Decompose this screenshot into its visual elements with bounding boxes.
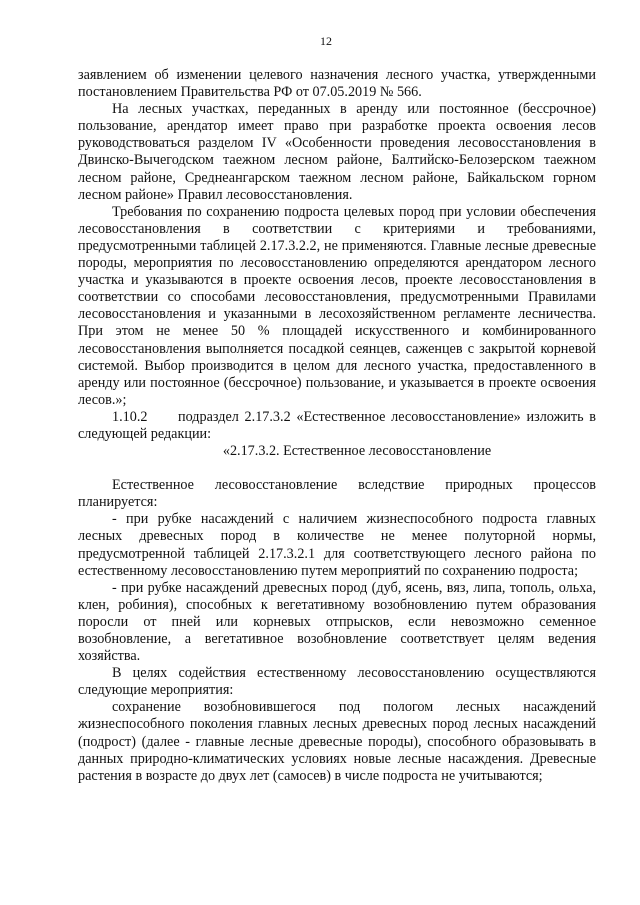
paragraph-undergrowth-requirements: Требования по сохранению подроста целевых пород при условии обеспечения лесовосстановления в соответствии с критериями и требованиями, предусмотренными таблицей 2.17.3.2.2, не применяются. Главные лесные древесные породы, мероприятия по лесовосстановлению определяются арендатором лесного участка и указываются в проекте освоения лесов, проекте лесовосстановления в соответствии со способами лесовосстановления, предусмотренными Правилами лесовосстановления и указанными в лесохозяйственном регламенте лесничества. При этом не менее 50 % площадей искусственного и комбинированного лесовосстановления выполняется посадкой сеянцев, саженцев с закрытой корневой системой. Выбор производится в целом для лесного участка, предоставленного в аренду или постоянное (бессрочное) пользование, и указывается в проекте освоения лесов.»; bbox=[78, 203, 596, 408]
section-title: «2.17.3.2. Естественное лесовосстановление bbox=[222, 443, 492, 460]
paragraph-continuation: заявлением об изменении целевого назначения лесного участка, утвержденными постановлением Правительства РФ от 07.05.2019 № 566. bbox=[78, 67, 596, 101]
paragraph-numbered-item bbox=[78, 409, 596, 443]
list-item-undergrowth: - при рубке насаждений с наличием жизнеспособного подроста главных лесных древесных пород в количестве не менее полуторной нормы, предусмотренной таблицей 2.17.3.2.1 для соответствующего лесного района по естественному лесовосстановлению путем мероприятий по сохранению подроста; bbox=[78, 511, 596, 579]
document-body bbox=[78, 67, 596, 785]
item-text: подраздел 2.17.3.2 «Естественное лесовосстановление» изложить в следующей редакции: bbox=[78, 408, 596, 442]
list-item-vegetative: - при рубке насаждений древесных пород (дуб, ясень, вяз, липа, тополь, ольха, клен, робиния), способных к вегетативному возобновлению путем образования поросли от пней или корневых отпрысков, если невозможно семенное возобновление, а вегетативное возобновление соответствует целям ведения хозяйства. bbox=[78, 579, 596, 665]
blank-line bbox=[78, 460, 596, 477]
paragraph-lease-rights: На лесных участках, переданных в аренду или постоянное (бессрочное) пользование, арендатор имеет право при разработке проекта освоения лесов руководствоваться разделом IV «Особенности проведения лесовосстановления в Двинско-Вычегодском таежном лесном районе, Балтийско-Белозерском таежном лесном районе, Среднеангарском таежном лесном районе, Байкальском горном лесном районе» Правил лесовосстановления. bbox=[78, 101, 596, 203]
page-number: 12 bbox=[320, 34, 332, 48]
item-number: 1.10.2 bbox=[112, 408, 148, 425]
paragraph-natural-regeneration: Естественное лесовосстановление вследствие природных процессов планируется: bbox=[78, 477, 596, 511]
paragraph-measures: В целях содействия естественному лесовосстановлению осуществляются следующие мероприятия: bbox=[78, 665, 596, 699]
paragraph-preservation: сохранение возобновившегося под пологом лесных насаждений жизнеспособного поколения главных лесных древесных пород лесных насаждений (подрост) (далее - главные лесные древесные породы), способного образовывать в данных природно-климатических условиях новые лесные насаждения. Древесные растения в возрасте до двух лет (самосев) в числе подроста не учитываются; bbox=[78, 699, 596, 784]
